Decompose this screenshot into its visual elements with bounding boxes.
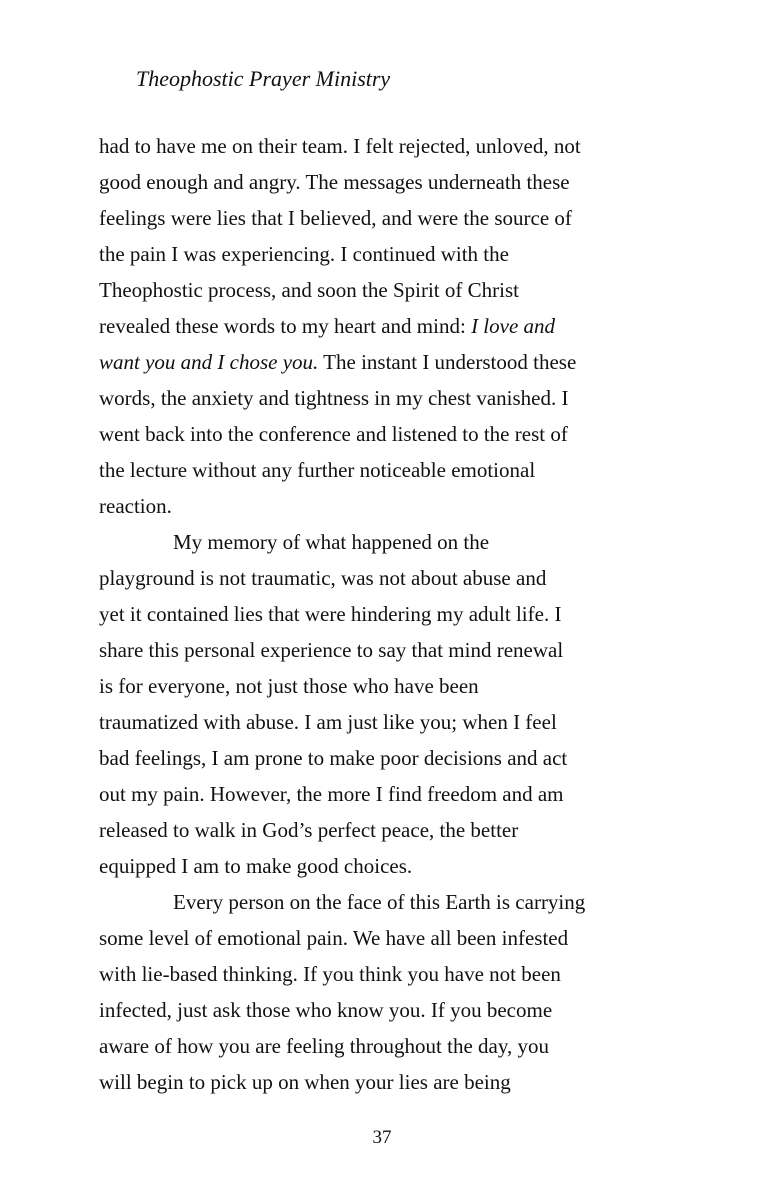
text-run: playground is not traumatic, was not about abuse and <box>99 566 547 590</box>
paragraph <box>99 884 679 1100</box>
text-line <box>99 164 679 200</box>
text-run: bad feelings, I am prone to make poor decisions and act <box>99 746 568 770</box>
text-line <box>99 452 679 488</box>
text-line <box>99 200 679 236</box>
text-run: traumatized with abuse. I am just like you; when I feel <box>99 710 557 734</box>
text-run: revealed these words to my heart and mind: <box>99 314 472 338</box>
page-number: 37 <box>372 1127 392 1148</box>
text-run: will begin to pick up on when your lies are being <box>99 1070 511 1094</box>
paragraph <box>99 524 679 884</box>
text-line <box>99 416 679 452</box>
paragraph <box>99 128 679 524</box>
text-line <box>99 740 679 776</box>
text-line <box>99 236 679 272</box>
text-run: words, the anxiety and tightness in my chest vanished. I <box>99 386 569 410</box>
text-run: share this personal experience to say that mind renewal <box>99 638 564 662</box>
text-line <box>99 488 679 524</box>
text-run: My memory of what happened on the <box>173 530 490 554</box>
text-run: Theophostic process, and soon the Spirit of Christ <box>99 278 519 302</box>
text-run: infected, just ask those who know you. If you become <box>99 998 553 1022</box>
text-run: reaction. <box>99 494 172 518</box>
text-line <box>99 668 679 704</box>
text-line <box>99 560 679 596</box>
text-line <box>99 596 679 632</box>
text-line <box>99 956 679 992</box>
text-line <box>99 704 679 740</box>
text-run: feelings were lies that I believed, and were the source of <box>99 206 572 230</box>
text-run: is for everyone, not just those who have been <box>99 674 479 698</box>
body-text <box>99 128 679 1100</box>
text-line <box>99 344 679 380</box>
text-run: released to walk in God’s perfect peace, the better <box>99 818 519 842</box>
text-line <box>99 308 679 344</box>
text-run: aware of how you are feeling throughout the day, you <box>99 1034 549 1058</box>
text-line <box>99 1028 679 1064</box>
text-line <box>99 632 679 668</box>
running-header: Theophostic Prayer Ministry <box>136 66 391 91</box>
text-line <box>99 848 679 884</box>
text-line <box>99 920 679 956</box>
text-line <box>99 884 679 920</box>
text-line <box>99 776 679 812</box>
text-line <box>99 992 679 1028</box>
text-line <box>99 1064 679 1100</box>
text-run: good enough and angry. The messages underneath these <box>99 170 570 194</box>
text-run: out my pain. However, the more I find freedom and am <box>99 782 564 806</box>
text-run: went back into the conference and listened to the rest of <box>99 422 568 446</box>
text-run: yet it contained lies that were hindering my adult life. I <box>99 602 562 626</box>
text-line <box>99 380 679 416</box>
text-run: with lie-based thinking. If you think you have not been <box>99 962 561 986</box>
text-run: Every person on the face of this Earth is carrying <box>173 890 586 914</box>
text-line <box>99 524 679 560</box>
text-run: some level of emotional pain. We have all been infested <box>99 926 569 950</box>
text-line <box>99 812 679 848</box>
italic-text-run: I love and <box>471 314 556 338</box>
text-line <box>99 128 679 164</box>
text-run: equipped I am to make good choices. <box>99 854 413 878</box>
text-run: The instant I understood these <box>318 350 577 374</box>
text-line <box>99 272 679 308</box>
text-run: had to have me on their team. I felt rejected, unloved, not <box>99 134 581 158</box>
text-run: the lecture without any further noticeable emotional <box>99 458 536 482</box>
italic-text-run: want you and I chose you. <box>99 350 319 374</box>
text-run: the pain I was experiencing. I continued with the <box>99 242 509 266</box>
